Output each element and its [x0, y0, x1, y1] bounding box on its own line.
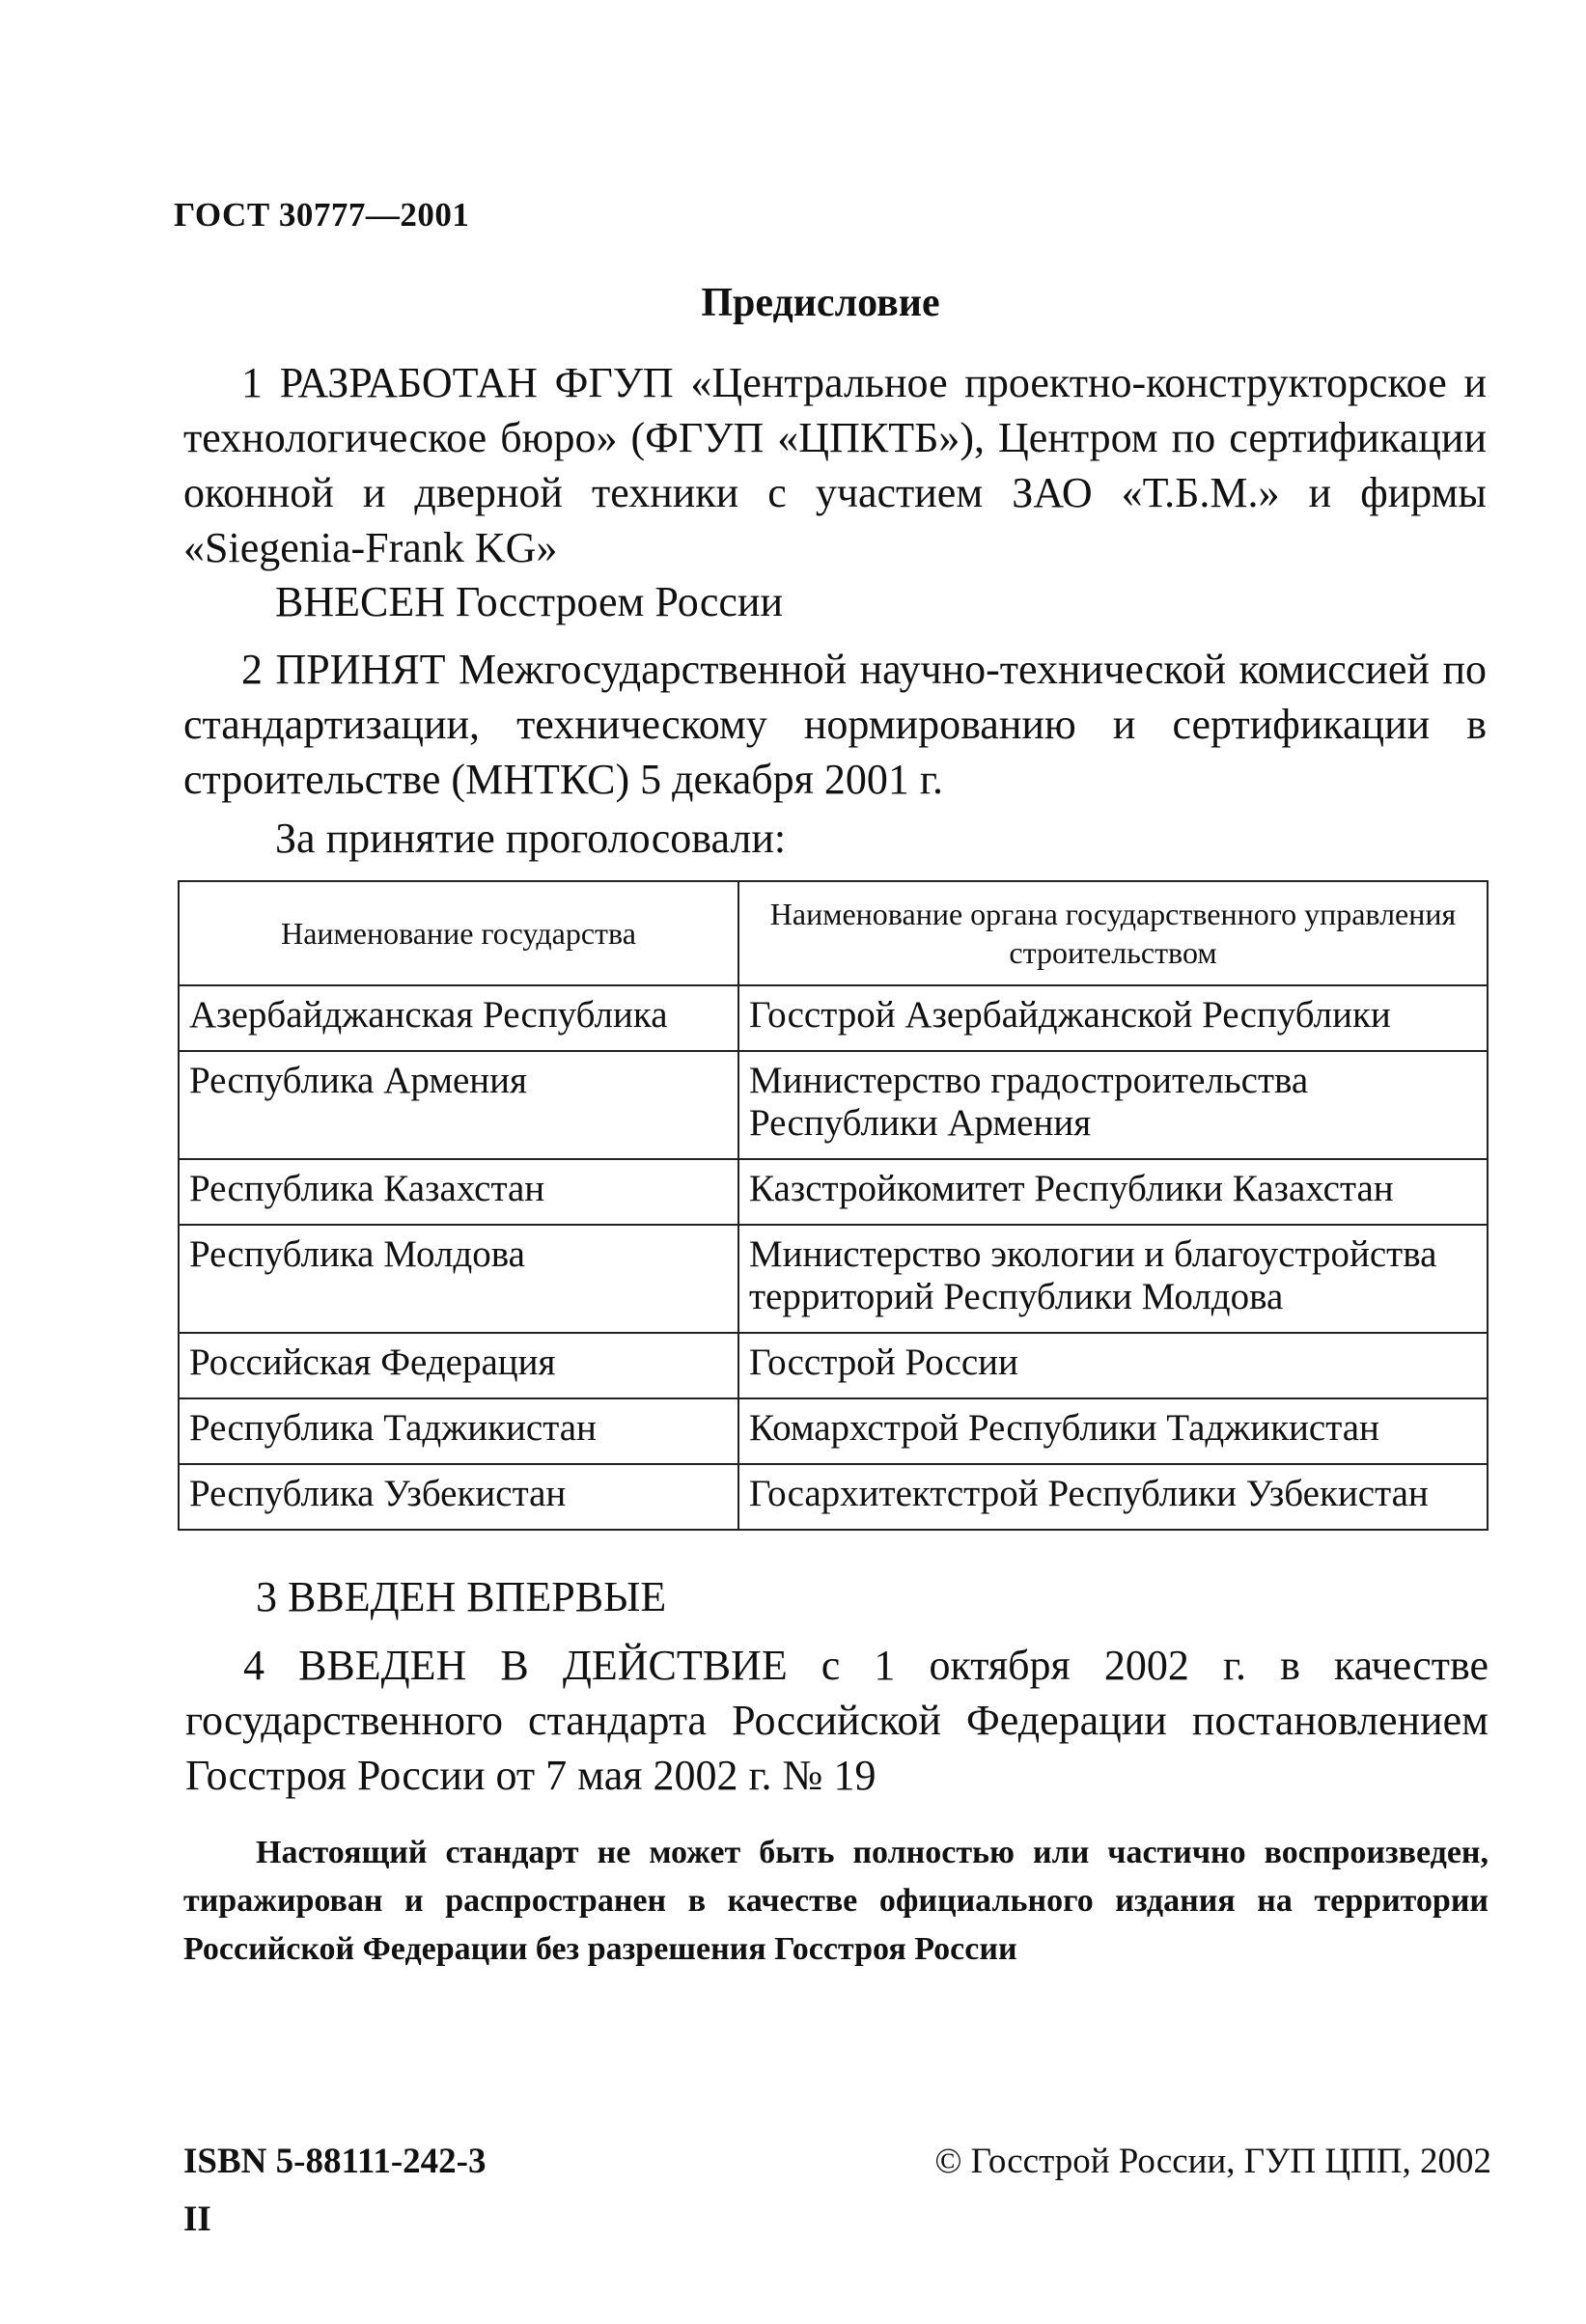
authority-name: Комархстрой Республики Таджикистан [738, 1398, 1488, 1464]
authority-name: Министерство экологии и благоустройства территорий Республики Молдова [738, 1225, 1488, 1333]
document-code: ГОСТ 30777—2001 [174, 196, 470, 234]
isbn: ISBN 5-88111-242-3 [183, 2142, 487, 2181]
paragraph-introduced-by: ВНЕСЕН Госстроем России [275, 578, 784, 625]
state-name: Российская Федерация [179, 1333, 738, 1398]
state-name: Республика Армения [179, 1051, 738, 1159]
voting-states-table [178, 880, 1489, 1531]
table-header-row [179, 881, 1488, 985]
paragraph-voted-for: За принятие проголосовали: [275, 815, 787, 862]
paragraph-developed-by: 1 РАЗРАБОТАН ФГУП «Центральное проектно-конструкторское и технологическое бюро» (ФГУП «ЦПКТБ»), Центром по сертификации оконной и дверной техники с участием ЗАО «Т.Б.М.» и фирмы «Siegenia-Frank KG» [183, 359, 1487, 571]
copyright-line: © Госстрой России, ГУП ЦПП, 2002 [934, 2142, 1491, 2181]
authority-name: Казстройкомитет Республики Казахстан [738, 1159, 1488, 1225]
authority-name: Министерство градостроительства Республики Армения [738, 1051, 1488, 1159]
paragraph-adopted-by: 2 ПРИНЯТ Межгосударственной научно-технической комиссией по стандартизации, техническому нормированию и сертификации в строительстве (МНТКС) 5 декабря 2001 г. [183, 646, 1487, 803]
table-row [179, 1051, 1488, 1159]
table-row [179, 1464, 1488, 1530]
copyright-notice: Настоящий стандарт не может быть полностью или частично воспроизведен, тиражирован и распространен в качестве официального издания на территории Российской Федерации без разрешения Госстроя России [183, 1835, 1489, 1967]
state-name: Республика Таджикистан [179, 1398, 738, 1464]
state-name: Азербайджанская Республика [179, 985, 738, 1051]
table-row [179, 1225, 1488, 1333]
table-row [179, 985, 1488, 1051]
table-row [179, 1398, 1488, 1464]
authority-name: Госстрой России [738, 1333, 1488, 1398]
state-name: Республика Казахстан [179, 1159, 738, 1225]
paragraph-first-introduced: 3 ВВЕДЕН ВПЕРВЫЕ [256, 1573, 667, 1620]
page-number: II [183, 2200, 211, 2239]
table-row [179, 1159, 1488, 1225]
table-row [179, 1333, 1488, 1398]
column-header-state: Наименование государства [179, 881, 738, 985]
page-title: Предисловие [701, 281, 940, 325]
column-header-authority: Наименование органа государственного управления строительством [738, 881, 1488, 985]
authority-name: Госстрой Азербайджанской Республики [738, 985, 1488, 1051]
authority-name: Госархитектстрой Республики Узбекистан [738, 1464, 1488, 1530]
paragraph-effective-date: 4 ВВЕДЕН В ДЕЙСТВИЕ с 1 октября 2002 г. в качестве государственного стандарта Российской Федерации постановлением Госстроя России от 7 мая 2002 г. № 19 [185, 1642, 1489, 1799]
state-name: Республика Узбекистан [179, 1464, 738, 1530]
state-name: Республика Молдова [179, 1225, 738, 1333]
